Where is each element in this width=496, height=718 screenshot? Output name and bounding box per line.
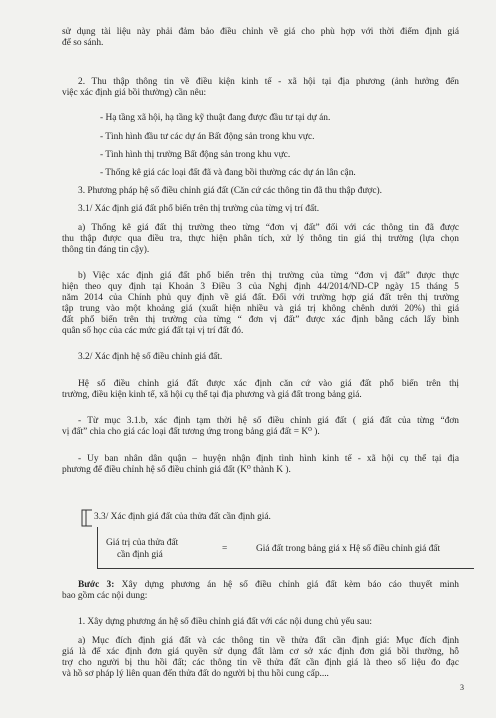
text-line: - Ủy ban nhân dân quận – huyện nhận định tình hình kinh tế - xã hội cụ thể tại địa [78, 454, 459, 464]
step-label: Bước 3: [78, 580, 115, 590]
step-heading [78, 580, 459, 591]
section-heading: 3. Phương pháp hệ số điều chỉnh giá đất (Căn cứ các thông tin đã thu thập được). [78, 186, 382, 196]
text-line: bao gồm các nội dung: [62, 591, 148, 601]
text-line: b) Việc xác định giá đất phổ biến trên thị trường của từng “đơn vị đất” được thực [78, 271, 459, 281]
step-text: Xây dựng phương án hệ số điều chỉnh giá đất kèm báo cáo thuyết minh [114, 580, 459, 590]
page-number: 3 [460, 683, 464, 692]
formula-right: Giá đất trong bảng giá x Hệ số điều chỉnh giá đất [256, 544, 441, 554]
text-line: - Từ mục 3.1.b, xác định tạm thời hệ số điều chỉnh giá đất ( giá đất của từng “đơn [78, 416, 459, 426]
text-line: vị đất” chia cho giá các loại đất tương ứng trong bảng giá đất = K⁰ ). [62, 427, 320, 437]
subsection-heading: 3.3/ Xác định giá đất của thửa đất cần định giá. [94, 512, 271, 522]
text-line: a) Thống kê giá đất thị trường theo từng “đơn vị đất” đối với các thông tin đã được [78, 223, 459, 233]
text-line: trường, điều kiện kinh tế, xã hội cụ thể tại địa phương và giá đất trong bảng giá. [62, 390, 362, 400]
text-line: tập trung vào một khoảng giá (xuất hiện nhiều và giá trị không chênh dưới 20%) thì giá [62, 304, 459, 314]
text-line: thu thập được qua điều tra, thực hiện phân tích, xử lý thông tin giá thị trường (lựa chọn [62, 234, 459, 244]
formula-equals: = [222, 544, 228, 554]
formula-left-line1: Giá trị của thửa đất [106, 538, 179, 548]
text-line: thông tin đáng tin cậy). [62, 245, 150, 255]
text-line: hiện theo quy định tại Khoản 3 Điều 3 của Nghị định 44/2014/ND-CP ngày 15 tháng 5 [62, 282, 459, 292]
bullet-item: - Hạ tầng xã hội, hạ tầng kỹ thuật đang được đầu tư tại dự án. [100, 113, 331, 123]
subsection-heading: 3.2/ Xác định hệ số điều chỉnh giá đất. [78, 352, 223, 362]
bullet-item: - Tình hình thị trường Bất động sản trong khu vực. [100, 150, 291, 160]
text-line: a) Mục đích định giá đất và các thông tin về thửa đất cần định giá: Mục đích định [78, 636, 459, 646]
text-line: sử dụng tài liệu này phải đảm bảo điều chỉnh về giá cho phù hợp với thời điểm định giá [62, 27, 459, 37]
text-line: đất phổ biến trên thị trường của từng “ đơn vị đất” được xác định bằng cách lấy bình [62, 315, 459, 325]
text-line: giá là để xác định đơn giá quyền sử dụng đất làm cơ sở xác định đơn giá bồi thường, hỗ [62, 647, 459, 657]
text-line: năm 2014 của Chính phủ quy định về giá đất. Đối với trường hợp giá đất trên thị trường [62, 293, 459, 303]
text-line: phương để điều chỉnh hệ số điều chỉnh giá đất (K⁰ thành K ). [62, 465, 291, 475]
section-heading: 2. Thu thập thông tin về điều kiện kinh tế - xã hội tại địa phương (ảnh hưởng đến [78, 77, 459, 87]
text-line: việc xác định giá bồi thường) cần nêu: [62, 88, 207, 98]
text-line: trợ cho người bị thu hồi đất; các thông tin về thửa đất cần định giá là theo số liệu đo đạc [62, 658, 459, 668]
formula-left-line2: cần định giá [117, 550, 163, 560]
text-line: quân số học của các mức giá đất tại vị trí đất đó. [62, 326, 244, 336]
bullet-item: - Tình hình đầu tư các dự án Bất động sản trong khu vực. [100, 132, 315, 142]
text-line: Hệ số điều chỉnh giá đất được xác định căn cứ vào giá đất phổ biến trên thị [78, 379, 459, 389]
bullet-item: - Thống kê giá các loại đất đã và đang bồi thường các dự án lân cận. [100, 168, 356, 178]
subsection-heading: 3.1/ Xác định giá đất phổ biến trên thị trường của từng vị trí đất. [78, 204, 320, 214]
text-line: để so sánh. [62, 38, 104, 48]
text-line: 1. Xây dựng phương án hệ số điều chỉnh giá đất với các nội dung chủ yếu sau: [78, 617, 372, 627]
text-line: và hồ sơ pháp lý liên quan đến thửa đất do người bị thu hồi cung cấp.... [62, 669, 329, 679]
